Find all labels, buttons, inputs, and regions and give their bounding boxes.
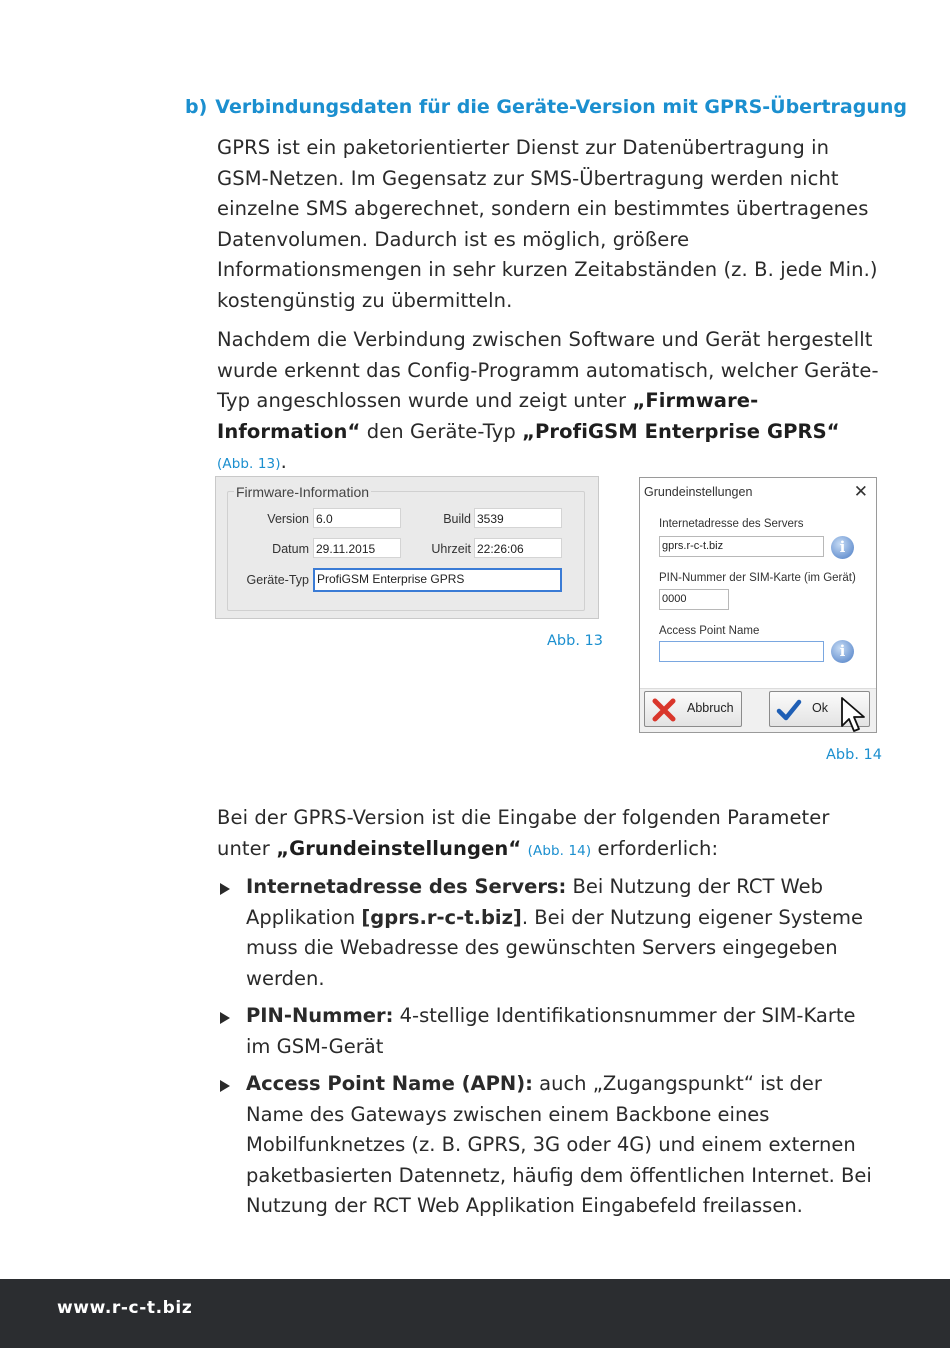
pin-input[interactable]: 0000	[659, 589, 729, 610]
bullet-term: Access Point Name (APN):	[246, 1072, 533, 1095]
paragraph-firmware-info	[217, 325, 882, 480]
mouse-cursor-icon	[840, 696, 870, 736]
p3-text-a: Bei der GPRS-Version ist die Eingabe der folgenden Parameter unter	[217, 806, 830, 860]
p3-figure-ref: (Abb. 14)	[527, 842, 592, 859]
dialog-titlebar	[640, 478, 876, 506]
apn-label: Access Point Name	[659, 625, 760, 637]
list-item	[217, 1069, 882, 1222]
info-icon[interactable]: i	[831, 536, 854, 559]
bullet-text: Bei Nutzung der RCT Web Applikation	[246, 875, 824, 929]
bullet-term: Internetadresse des Servers:	[246, 875, 567, 898]
datum-field[interactable]: 29.11.2015	[313, 538, 401, 558]
ok-label: Ok	[812, 701, 828, 715]
bullet-bold-url: [gprs.r-c-t.biz]	[361, 905, 522, 929]
section-number: b)	[185, 96, 208, 118]
cancel-button[interactable]	[644, 691, 742, 727]
info-icon[interactable]: i	[831, 640, 854, 663]
apn-input[interactable]	[659, 641, 824, 662]
p2-text-a: Nachdem die Verbindung zwischen Software und Gerät hergestellt wurde erkennt das Config-Programm automatisch, welcher Geräte-Typ angeschlossen wurde und zeigt unter	[217, 328, 879, 412]
p2-period: .	[280, 450, 287, 473]
section-heading	[185, 96, 905, 118]
datum-label: Datum	[272, 542, 309, 556]
cross-icon	[651, 697, 677, 723]
paragraph-parameters	[217, 803, 882, 866]
footer-url[interactable]: www.r-c-t.biz	[57, 1298, 193, 1318]
figure-13-caption: Abb. 13	[547, 633, 603, 649]
p3-bold-settings: „Grundeinstellungen“	[276, 836, 522, 860]
build-label: Build	[443, 512, 471, 526]
p2-text-c: den Geräte-Typ	[360, 419, 523, 443]
list-item	[217, 872, 882, 994]
figure-14-caption: Abb. 14	[826, 747, 882, 763]
uhrzeit-label: Uhrzeit	[431, 542, 471, 556]
build-field[interactable]: 3539	[474, 508, 562, 528]
firmware-info-screenshot	[215, 476, 599, 619]
ok-button[interactable]	[769, 691, 870, 727]
device-type-field[interactable]: ProfiGSM Enterprise GPRS	[313, 568, 562, 592]
list-item	[217, 1001, 882, 1062]
bullet-text: . Bei der Nutzung eigener Systeme muss die Webadresse des gewünschten Servers eingegeben werden.	[246, 905, 864, 990]
server-label: Internetadresse des Servers	[659, 518, 804, 530]
dialog-title: Grundeinstellungen	[644, 485, 753, 499]
cancel-label: Abbruch	[687, 701, 734, 715]
firmware-info-legend: Firmware-Information	[236, 484, 370, 500]
p3-text-d: erforderlich:	[591, 836, 719, 860]
version-label: Version	[267, 512, 309, 526]
dialog-body	[640, 506, 876, 689]
p2-bold-device-type: „ProfiGSM Enterprise GPRS“	[522, 419, 840, 443]
bullet-triangle-icon	[220, 1080, 230, 1092]
device-type-label: Geräte-Typ	[246, 573, 309, 587]
p2-figure-ref: (Abb. 13)	[217, 456, 281, 472]
pin-label: PIN-Nummer der SIM-Karte (im Gerät)	[659, 572, 856, 584]
bullet-text: auch „Zugangspunkt“ ist der Name des Gateways zwischen einem Backbone eines Mobilfunknetzes (z. B. GPRS, 3G oder 4G) und einem externen paketbasierten Datennetz, häufig dem öffentlichen Internet. Bei Nutzung der RCT Web Applikation Eingabefeld freilassen.	[246, 1072, 872, 1217]
page-footer	[0, 1279, 950, 1348]
p2-bold-firmware: „Firmware-Information“	[217, 389, 759, 443]
paragraph-gprs-intro: GPRS ist ein paketorientierter Dienst zur Datenübertragung in GSM-Netzen. Im Gegensatz zur SMS-Übertragung werden nicht einzelne SMS abgerechnet, sondern ein bestimmtes übertragenes Datenvolumen. Dadurch ist es möglich, größere Informationsmengen in sehr kurzen Zeitabständen (z. B. jede Min.) kostengünstig zu übermitteln.	[217, 136, 878, 312]
settings-dialog-screenshot	[639, 477, 877, 733]
bullet-triangle-icon	[220, 883, 230, 895]
parameter-list	[217, 872, 882, 1229]
checkmark-icon	[776, 697, 802, 723]
section-title: Verbindungsdaten für die Geräte-Version mit GPRS-Übertragung	[215, 96, 907, 118]
bullet-text: 4-stellige Identifikationsnummer der SIM-Karte im GSM-Gerät	[246, 1004, 856, 1058]
bullet-triangle-icon	[220, 1012, 230, 1024]
bullet-term: PIN-Nummer:	[246, 1004, 394, 1027]
version-field[interactable]: 6.0	[313, 508, 401, 528]
close-icon[interactable]: ✕	[853, 482, 868, 501]
uhrzeit-field[interactable]: 22:26:06	[474, 538, 562, 558]
server-input[interactable]: gprs.r-c-t.biz	[659, 536, 824, 557]
